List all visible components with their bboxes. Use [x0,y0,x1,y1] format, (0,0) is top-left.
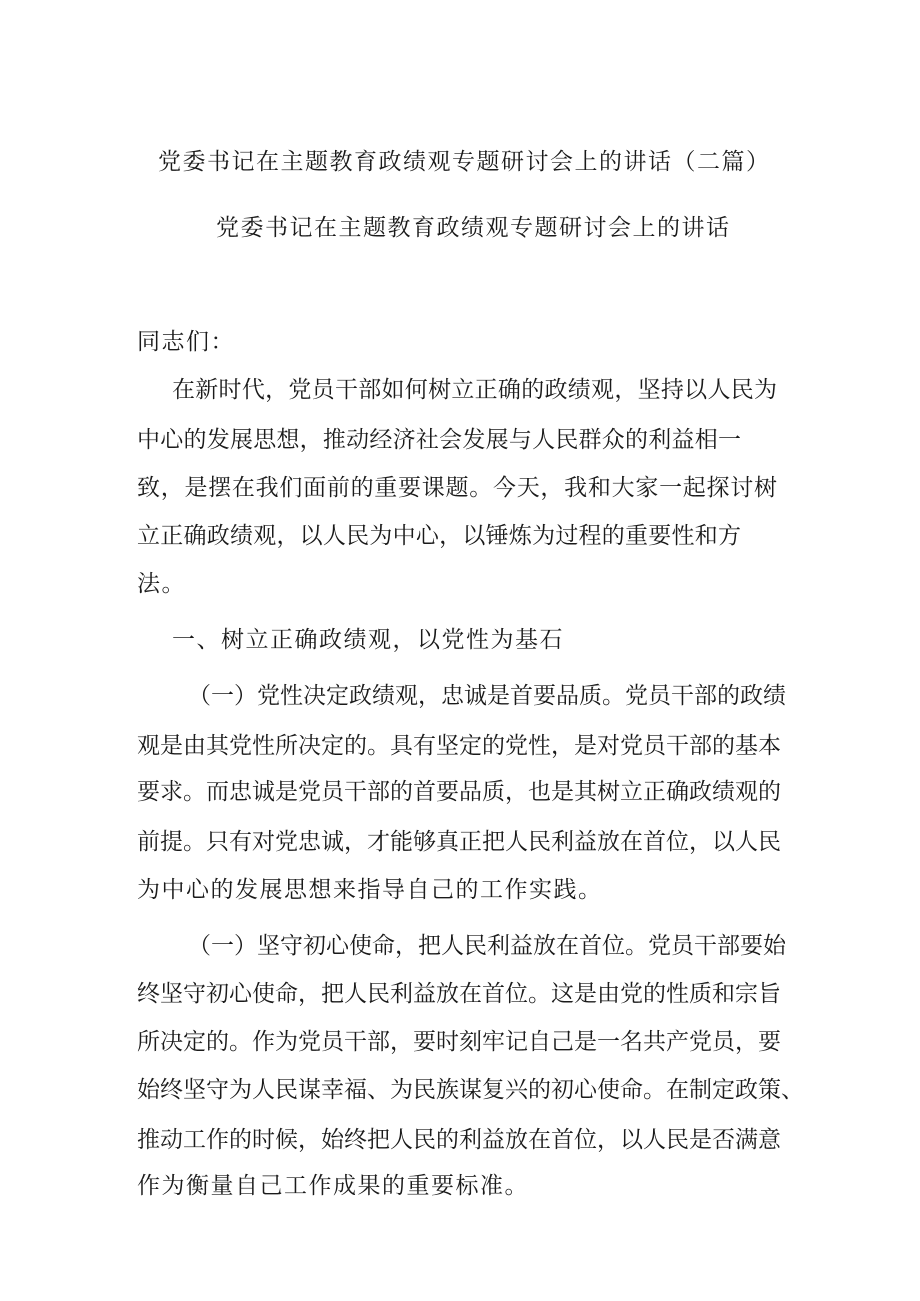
paragraph-line: 作为衡量自己工作成果的重要标准。 [137,1173,529,1199]
sub-title: 党委书记在主题教育政绩观专题研讨会上的讲话 [216,215,731,241]
intro-line: 中心的发展思想，推动经济社会发展与人民群众的利益相一 [137,427,741,453]
paragraph-line: 前提。只有对党忠诚，才能够真正把人民利益放在首位，以人民 [137,829,781,855]
paragraph-line: 推动工作的时候，始终把人民的利益放在首位，以人民是否满意 [137,1127,781,1153]
section-heading: 一、树立正确政绩观，以党性为基石 [172,627,564,653]
paragraph-line: （一）党性决定政绩观，忠诚是首要品质。党员干部的政绩 [188,683,786,709]
salutation: 同志们： [137,329,235,355]
paragraph-line: 观是由其党性所决定的。具有坚定的党性，是对党员干部的基本 [137,733,781,759]
paragraph-line: 为中心的发展思想来指导自己的工作实践。 [137,877,603,903]
intro-line: 法。 [137,571,186,597]
paragraph-line: （一）坚守初心使命，把人民利益放在首位。党员干部要始 [188,933,786,959]
paragraph-line: 终坚守初心使命，把人民利益放在首位。这是由党的性质和宗旨 [137,981,781,1007]
intro-line: 立正确政绩观，以人民为中心，以锤炼为过程的重要性和方 [137,523,741,549]
intro-line: 在新时代，党员干部如何树立正确的政绩观，坚持以人民为 [172,377,777,403]
intro-line: 致，是摆在我们面前的重要课题。今天，我和大家一起探讨树 [137,475,777,501]
paragraph-line: 所决定的。作为党员干部，要时刻牢记自己是一名共产党员，要 [137,1029,781,1055]
main-title: 党委书记在主题教育政绩观专题研讨会上的讲话（二篇） [158,149,771,175]
paragraph-line: 始终坚守为人民谋幸福、为民族谋复兴的初心使命。在制定政策、 [137,1077,804,1103]
paragraph-line: 要求。而忠诚是党员干部的首要品质，也是其树立正确政绩观的 [137,779,781,805]
